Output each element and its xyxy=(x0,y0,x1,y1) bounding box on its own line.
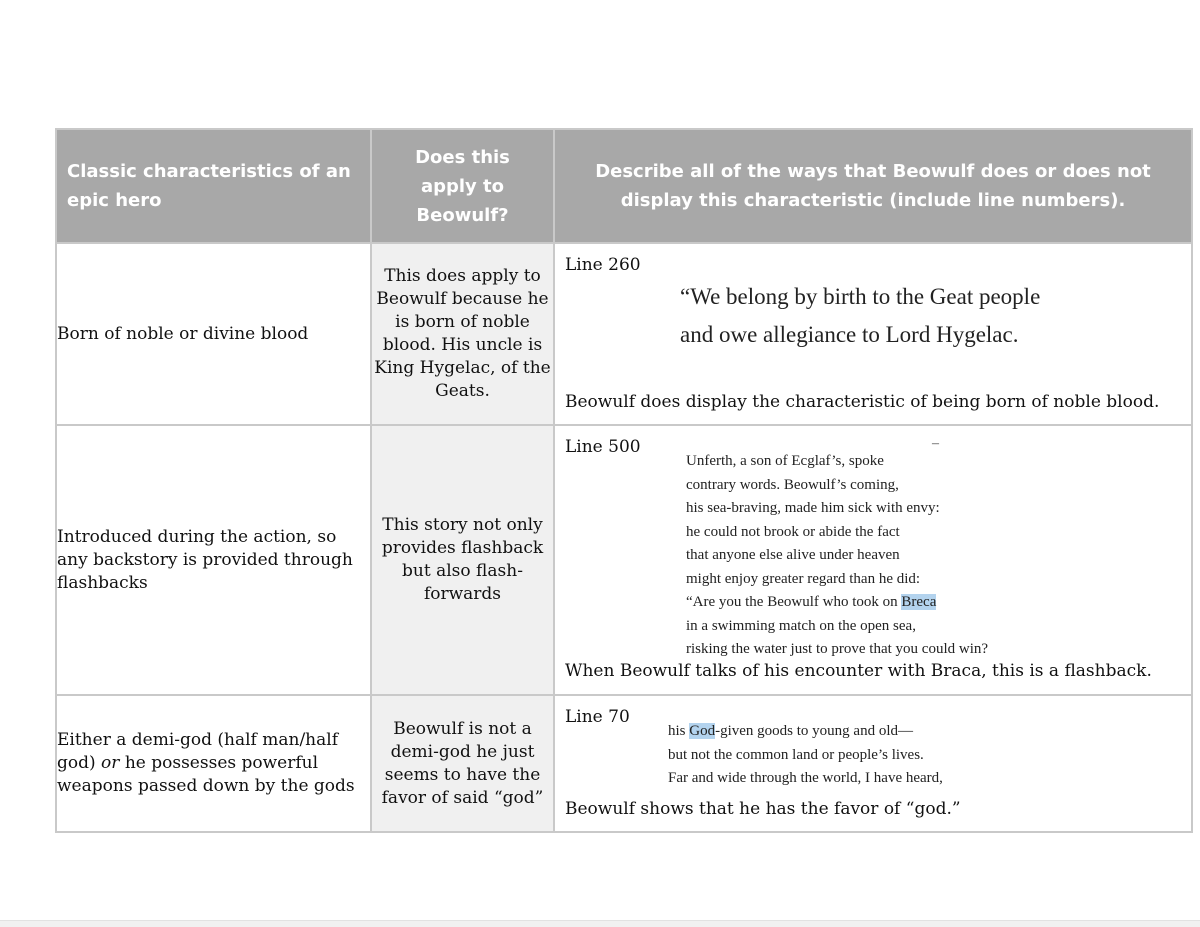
table-row xyxy=(56,243,1192,425)
characteristic-text: he possesses powerful weapons passed down by the gods xyxy=(57,753,355,796)
applies-cell: This does apply to Beowulf because he is born of noble blood. His uncle is King Hygelac, of the Geats. xyxy=(371,243,554,425)
characteristic-text: Either a demi-god (half man/half god) xyxy=(57,730,338,773)
header-applies xyxy=(371,129,554,243)
applies-cell: Beowulf is not a demi-god he just seems to have the favor of said “god” xyxy=(371,695,554,832)
description-text: When Beowulf talks of his encounter with Braca, this is a flashback. xyxy=(565,661,1152,681)
header-description-text: Describe all of the ways that Beowulf does or does not display this characteristic (include line numbers). xyxy=(595,161,1151,211)
description-cell xyxy=(554,243,1192,425)
quote-line: risking the water just to prove that you could win? xyxy=(686,641,989,657)
header-row xyxy=(56,129,1192,243)
quote-line: “We belong by birth to the Geat people xyxy=(680,284,1041,309)
line-number: Line 70 xyxy=(565,707,630,727)
highlighted-word: God xyxy=(689,723,716,739)
quote-line xyxy=(686,591,988,615)
quote-line: Unferth, a son of Ecglaf’s, spoke xyxy=(686,453,884,469)
table-row xyxy=(56,695,1192,832)
description-text: Beowulf shows that he has the favor of “god.” xyxy=(565,799,961,819)
table-row xyxy=(56,425,1192,695)
characteristic-cell: Born of noble or divine blood xyxy=(56,243,371,425)
description-text: Beowulf does display the characteristic of being born of noble blood. xyxy=(565,392,1160,412)
quote-excerpt xyxy=(668,720,943,791)
quote-line: he could not brook or abide the fact xyxy=(686,523,900,540)
description-cell xyxy=(554,695,1192,832)
quote-line: contrary words. Beowulf’s coming, xyxy=(686,476,899,493)
line-number: Line 500 xyxy=(565,437,641,457)
quote-line-text: his xyxy=(668,723,690,739)
characteristic-cell: Introduced during the action, so any backstory is provided through flashbacks xyxy=(56,425,371,695)
quote-line xyxy=(668,720,943,744)
highlighted-word: Breca xyxy=(901,594,937,610)
quote-line: that anyone else alive under heaven xyxy=(686,547,900,563)
applies-cell: This story not only provides flashback but also flash-forwards xyxy=(371,425,554,695)
header-characteristics: Classic characteristics of an epic hero xyxy=(56,129,371,243)
quote-line: and owe allegiance to Lord Hygelac. xyxy=(680,322,1019,347)
quote-line-text: “Are you the Beowulf who took on xyxy=(686,594,902,610)
quote-line: might enjoy greater regard than he did: xyxy=(686,570,921,587)
quote-excerpt xyxy=(686,450,988,662)
line-number: Line 260 xyxy=(565,255,641,275)
header-applies-text: Does this apply to Beowulf? xyxy=(415,146,510,226)
characteristic-cell xyxy=(56,695,371,832)
quote-line: in a swimming match on the open sea, xyxy=(686,617,916,634)
header-description xyxy=(554,129,1192,243)
description-cell xyxy=(554,425,1192,695)
quote-line-text: -given goods to young and old— xyxy=(715,723,914,739)
stray-dash-mark: – xyxy=(932,436,939,451)
epic-hero-table xyxy=(55,128,1193,833)
quote-line: Far and wide through the world, I have heard, xyxy=(668,770,943,786)
page-bottom-edge xyxy=(0,920,1200,927)
quote-line: but not the common land or people’s lives. xyxy=(668,746,924,763)
quote-line: his sea-braving, made him sick with envy: xyxy=(686,500,940,516)
quote-excerpt xyxy=(680,278,1040,354)
characteristic-emphasis: or xyxy=(101,753,120,773)
